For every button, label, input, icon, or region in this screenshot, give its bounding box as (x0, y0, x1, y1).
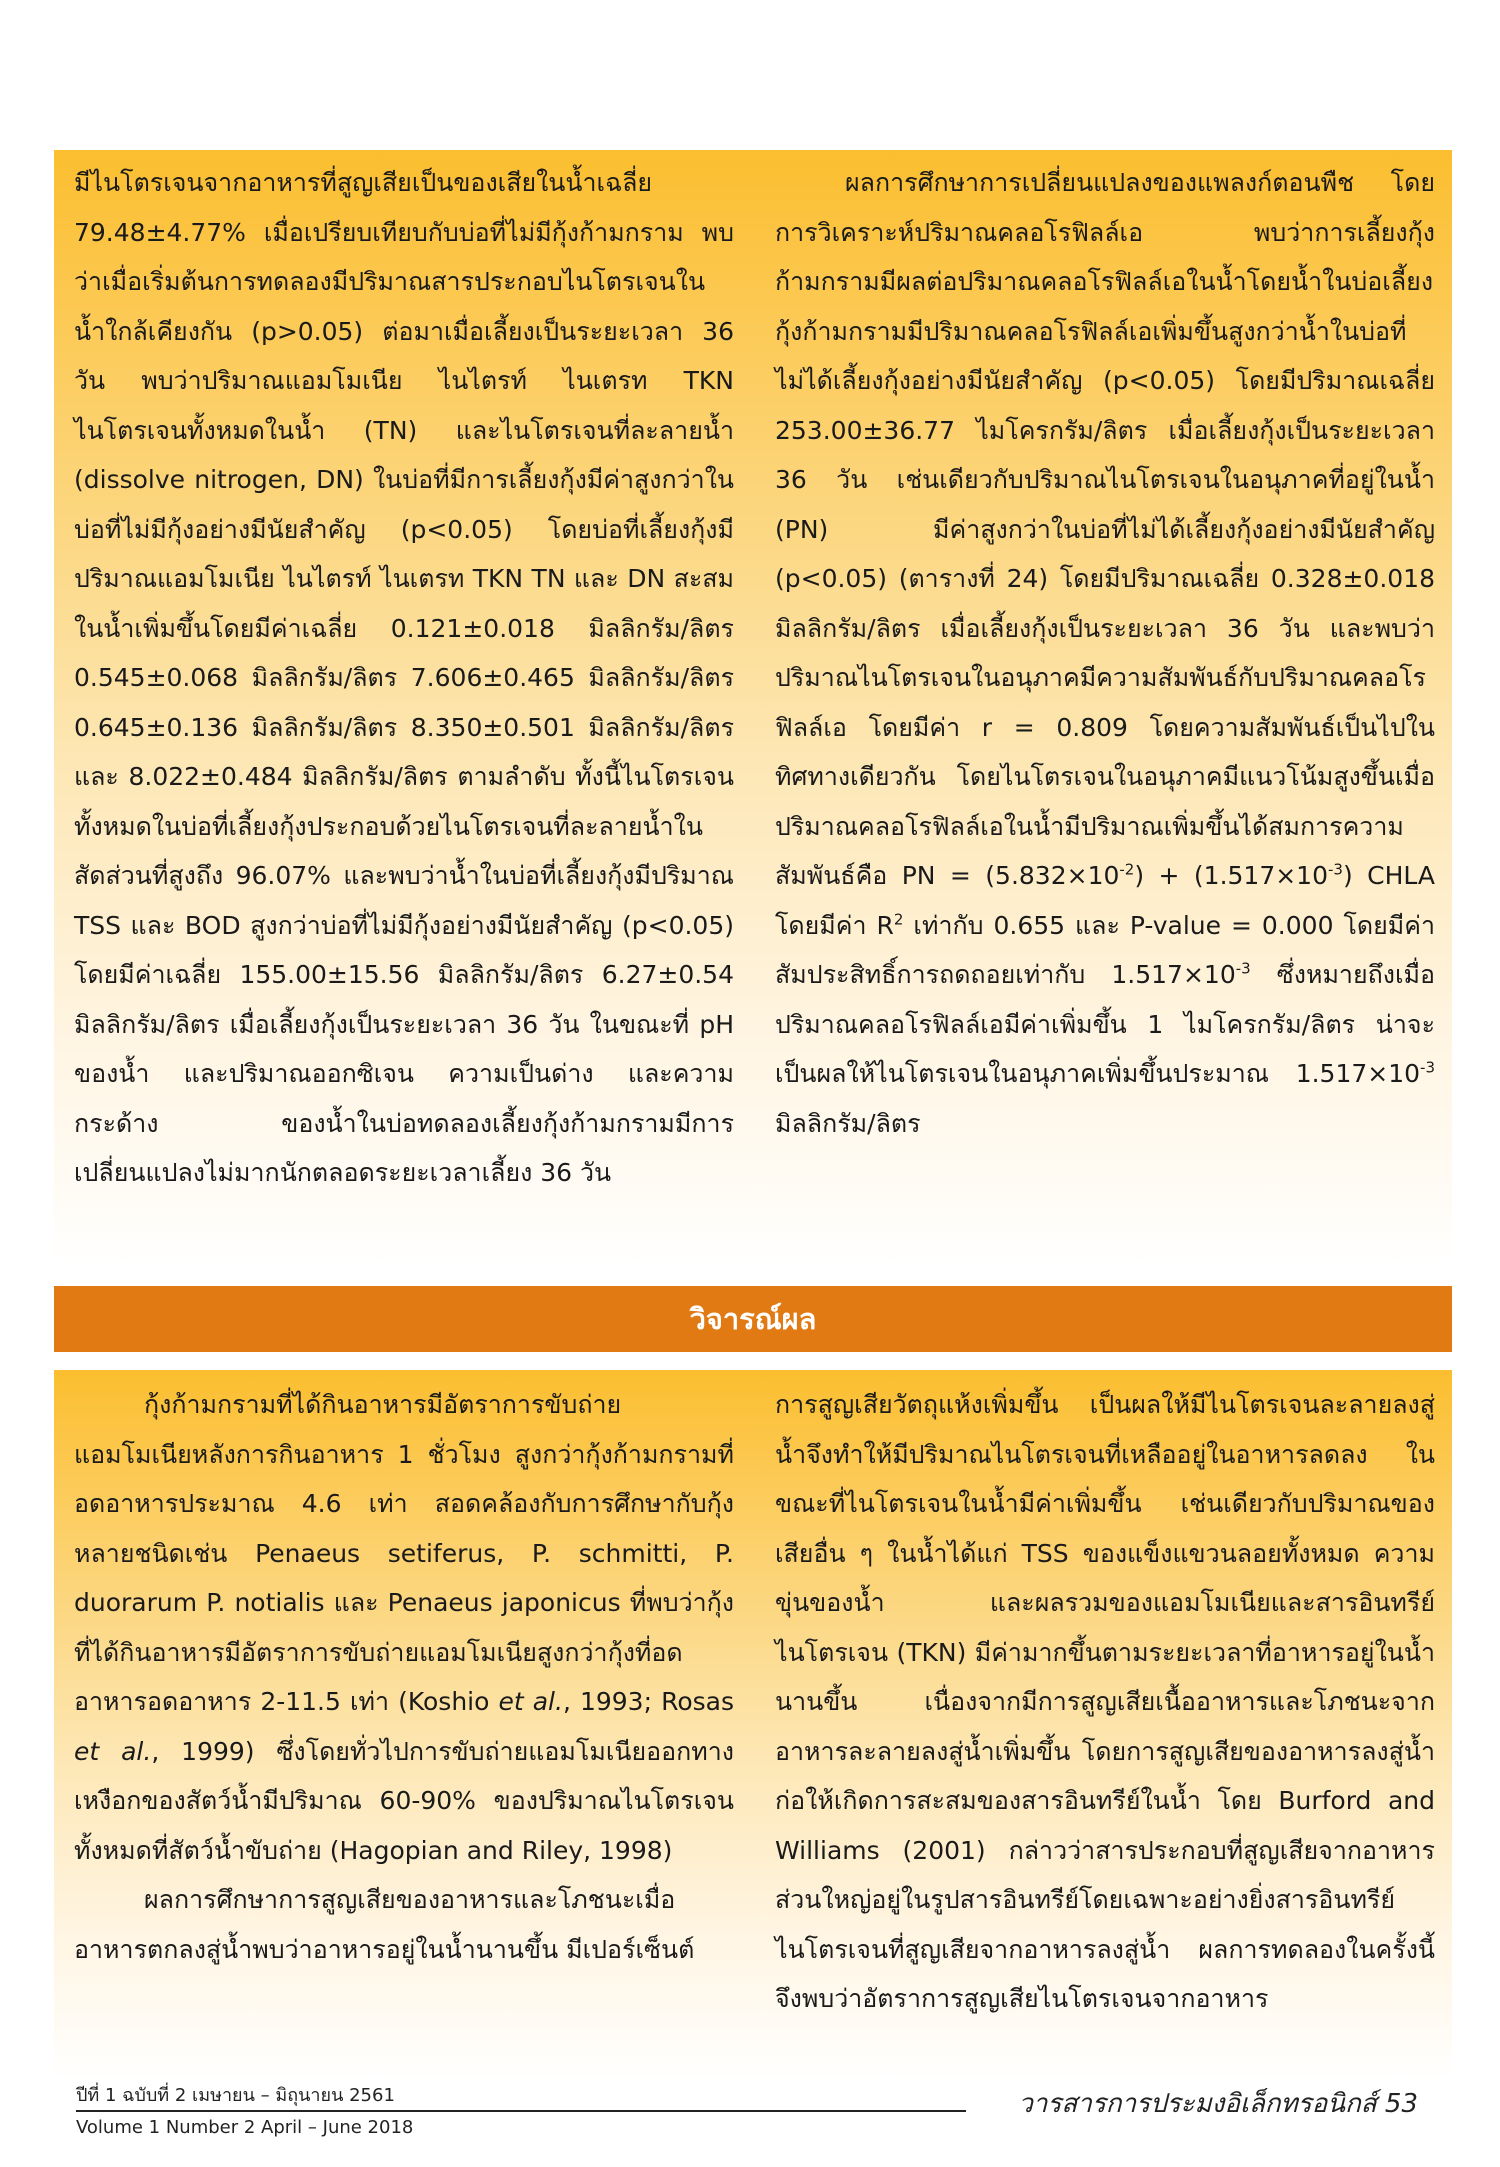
text-run: กุ้งก้ามกรามที่ได้กินอาหารมีอัตราการขับถ่ายแอมโมเนียหลังการกินอาหาร 1 ชั่วโมง สูงกว่ากุ้งก้ามกรามที่อดอาหารประมาณ 4.6 เท่า สอดคล้องกับการศึกษากับกุ้งหลายชนิดเช่น Penaeus setiferus, P. schmitti, P. duorarum P. notialis และ Penaeus japonicus ที่พบว่ากุ้งที่ได้กินอาหารมีอัตราการขับถ่ายแอมโมเนียสูงกว่ากุ้งที่อดอาหารอดอาหาร 2-11.5 เท่า (Koshio (74, 1390, 734, 1716)
upper-right-paragraph (775, 158, 1435, 1148)
superscript: -3 (1235, 959, 1251, 978)
superscript: -2 (1119, 860, 1135, 879)
text-run: , 1999) ซึ่งโดยทั่วไปการขับถ่ายแอมโมเนียออกทางเหงือกของสัตว์น้ำมีปริมาณ 60-90% ของปริมาณไนโตรเจนทั้งหมดที่สัตว์น้ำขับถ่าย (Hagopian and Riley, 1998) (74, 1736, 734, 1865)
text-run: เท่ากับ 0.655 และ P-value = 0.000 โดยมีค่าสัมประสิทธิ์การถดถอยเท่ากับ 1.517×10 (775, 910, 1436, 989)
footer-journal-page: วารสารการประมงอิเล็กทรอนิกส์ 53 (1018, 2089, 1418, 2119)
text-run: ซึ่งหมายถึงเมื่อปริมาณคลอโรฟิลล์เอมีค่าเพิ่มขึ้น 1 ไมโครกรัม/ลิตร น่าจะเป็นผลให้ไนโตรเจนในอนุภาคเพิ่มขึ้นประมาณ 1.517×10 (775, 960, 1436, 1088)
upper-left-paragraph: มีไนโตรเจนจากอาหารที่สูญเสียเป็นของเสียในน้ำเฉลี่ย 79.48±4.77% เมื่อเปรียบเทียบกับบ่อที่ไม่มีกุ้งก้ามกราม พบว่าเมื่อเริ่มต้นการทดลองมีปริมาณสารประกอบไนโตรเจนในน้ำใกล้เคียงกัน (p>0.05) ต่อมาเมื่อเลี้ยงเป็นระยะเวลา 36 วัน พบว่าปริมาณแอมโมเนีย ไนไตรท์ ไนเตรท TKN ไนโตรเจนทั้งหมดในน้ำ (TN) และไนโตรเจนที่ละลายน้ำ (dissolve nitrogen, DN) ในบ่อที่มีการเลี้ยงกุ้งมีค่าสูงกว่าในบ่อที่ไม่มีกุ้งอย่างมีนัยสำคัญ (p<0.05) โดยบ่อที่เลี้ยงกุ้งมีปริมาณแอมโมเนีย ไนไตรท์ ไนเตรท TKN TN และ DN สะสมในน้ำเพิ่มขึ้นโดยมีค่าเฉลี่ย 0.121±0.018 มิลลิกรัม/ลิตร 0.545±0.068 มิลลิกรัม/ลิตร 7.606±0.465 มิลลิกรัม/ลิตร 0.645±0.136 มิลลิกรัม/ลิตร 8.350±0.501 มิลลิกรัม/ลิตร และ 8.022±0.484 มิลลิกรัม/ลิตร ตามลำดับ ทั้งนี้ไนโตรเจนทั้งหมดในบ่อที่เลี้ยงกุ้งประกอบด้วยไนโตรเจนที่ละลายน้ำในสัดส่วนที่สูงถึง 96.07% และพบว่าน้ำในบ่อที่เลี้ยงกุ้งมีปริมาณ TSS และ BOD สูงกว่าบ่อที่ไม่มีกุ้งอย่างมีนัยสำคัญ (p<0.05) โดยมีค่าเฉลี่ย 155.00±15.56 มิลลิกรัม/ลิตร 6.27±0.54 มิลลิกรัม/ลิตร เมื่อเลี้ยงกุ้งเป็นระยะเวลา 36 วัน ในขณะที่ pH ของน้ำ และปริมาณออกซิเจน ความเป็นด่าง และความกระด้าง ของน้ำในบ่อทดลองเลี้ยงกุ้งก้ามกรามมีการเปลี่ยนแปลงไม่มากนักตลอดระยะเวลาเลี้ยง 36 วัน (74, 168, 734, 1187)
upper-right-column (775, 158, 1435, 1148)
text-run: มิลลิกรัม/ลิตร (775, 1108, 921, 1138)
lower-right-paragraph: การสูญเสียวัตถุแห้งเพิ่มขึ้น เป็นผลให้มีไนโตรเจนละลายลงสู่น้ำจึงทำให้มีปริมาณไนโตรเจนที่เหลืออยู่ในอาหารลดลง ในขณะที่ไนโตรเจนในน้ำมีค่าเพิ่มขึ้น เช่นเดียวกับปริมาณของเสียอื่น ๆ ในน้ำได้แก่ TSS ของแข็งแขวนลอยทั้งหมด ความขุ่นของน้ำ และผลรวมของแอมโมเนียและสารอินทรีย์ไนโตรเจน (TKN) มีค่ามากขึ้นตามระยะเวลาที่อาหารอยู่ในน้ำนานขึ้น เนื่องจากมีการสูญเสียเนื้ออาหารและโภชนะจากอาหารละลายลงสู่น้ำเพิ่มขึ้น โดยการสูญเสียของอาหารลงสู่น้ำก่อให้เกิดการสะสมของสารอินทรีย์ในน้ำ โดย Burford and Williams (2001) กล่าวว่าสารประกอบที่สูญเสียจากอาหารส่วนใหญ่อยู่ในรูปสารอินทรีย์โดยเฉพาะอย่างยิ่งสารอินทรีย์ไนโตรเจนที่สูญเสียจากอาหารลงสู่น้ำ ผลการทดลองในครั้งนี้จึงพบว่าอัตราการสูญเสียไนโตรเจนจากอาหาร (775, 1390, 1435, 2013)
italic-et-al: et al. (498, 1687, 563, 1716)
footer-issue-info (76, 2080, 413, 2144)
superscript: -3 (1328, 860, 1343, 879)
footer-english-issue: Volume 1 Number 2 April – June 2018 (76, 2117, 414, 2138)
superscript: 2 (893, 910, 904, 929)
footer-thai-issue: ปีที่ 1 ฉบับที่ 2 เมษายน – มิถุนายน 2561 (76, 2085, 395, 2106)
text-run: ) CHLA โดยมีค่า R (775, 861, 1436, 940)
footer-divider (76, 2110, 966, 2112)
text-run: ผลการศึกษาการเปลี่ยนแปลงของแพลงก์ตอนพืช โดยการวิเคราะห์ปริมาณคลอโรฟิลล์เอ พบว่าการเลี้ยงกุ้งก้ามกรามมีผลต่อปริมาณคลอโรฟิลล์เอในน้ำโดยน้ำในบ่อเลี้ยงกุ้งก้ามกรามมีปริมาณคลอโรฟิลล์เอเพิ่มขึ้นสูงกว่าน้ำในบ่อที่ไม่ได้เลี้ยงกุ้งอย่างมีนัยสำคัญ (p<0.05) โดยมีปริมาณเฉลี่ย 253.00±36.77 ไมโครกรัม/ลิตร เมื่อเลี้ยงกุ้งเป็นระยะเวลา 36 วัน เช่นเดียวกับปริมาณไนโตรเจนในอนุภาคที่อยู่ในน้ำ (PN) มีค่าสูงกว่าในบ่อที่ไม่ได้เลี้ยงกุ้งอย่างมีนัยสำคัญ (p<0.05) (ตารางที่ 24) โดยมีปริมาณเฉลี่ย 0.328±0.018 มิลลิกรัม/ลิตร เมื่อเลี้ยงกุ้งเป็นระยะเวลา 36 วัน และพบว่าปริมาณไนโตรเจนในอนุภาคมีความสัมพันธ์กับปริมาณคลอโรฟิลล์เอ โดยมีค่า r = 0.809 โดยความสัมพันธ์เป็นไปในทิศทางเดียวกัน โดยไนโตรเจนในอนุภาคมีแนวโน้มสูงขึ้นเมื่อปริมาณคลอโรฟิลล์เอในน้ำมีปริมาณเพิ่มขึ้นได้สมการความสัมพันธ์คือ PN = (5.832×10 (775, 168, 1435, 890)
lower-left-column (74, 1380, 734, 1974)
italic-et-al: et al. (74, 1736, 152, 1766)
lower-left-paragraph-2: ผลการศึกษาการสูญเสียของอาหารและโภชนะเมื่ออาหารตกลงสู่น้ำพบว่าอาหารอยู่ในน้ำนานขึ้น มีเปอร์เซ็นต์ (74, 1885, 695, 1964)
upper-left-column (74, 158, 734, 1198)
text-run: ) + (1.517×10 (1134, 861, 1328, 890)
section-heading: วิจารณ์ผล (54, 1286, 1452, 1352)
lower-left-paragraph-1 (74, 1380, 734, 1875)
text-run: , 1993; Rosas (562, 1687, 734, 1716)
lower-right-column (775, 1380, 1435, 2024)
superscript: -3 (1420, 1058, 1435, 1077)
